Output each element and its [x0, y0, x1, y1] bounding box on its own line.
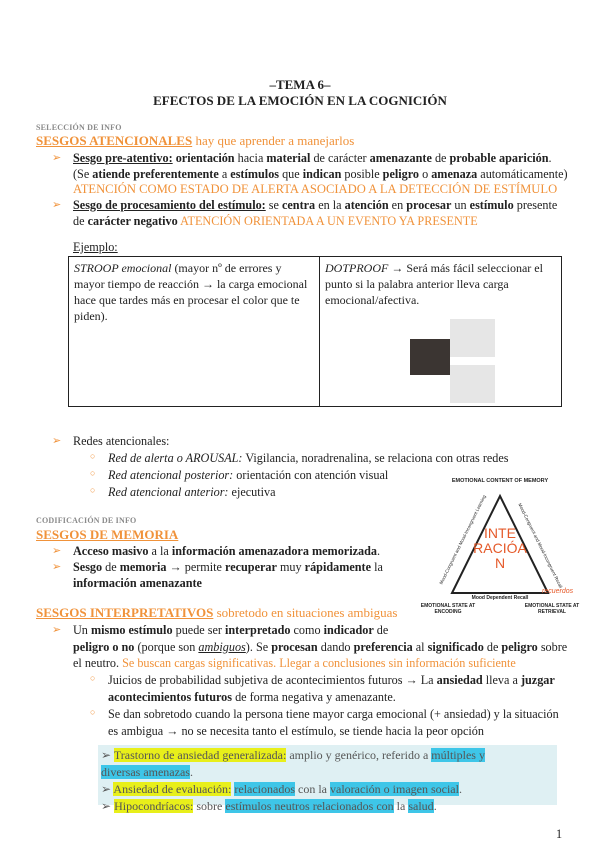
text-run: al: [412, 640, 428, 654]
text-run: Red atencional anterior:: [108, 485, 229, 499]
example-cell-stroop: [69, 257, 320, 407]
arrow-bullet-icon: ➢: [52, 561, 62, 573]
text-run: posible: [341, 167, 383, 181]
bullet-line: [73, 166, 568, 182]
text-run: peligro o no: [73, 640, 135, 654]
text-run: estímulos neutros relacionados con: [225, 799, 394, 813]
heading-note: hay que aprender a manejarlos: [192, 133, 355, 148]
text-run: centra: [281, 198, 316, 212]
text-run: salud: [408, 799, 434, 813]
circle-bullet-icon: ○: [90, 485, 96, 495]
bullet-line: [73, 213, 478, 229]
text-run: como: [290, 623, 324, 637]
text-run: significado: [427, 640, 484, 654]
text-run: (Se: [73, 167, 93, 181]
text-run: (mayor nº de errores y mayor tiempo de reacción → la carga emocional hace que tardes más en procesar el color que te piden).: [74, 261, 308, 323]
text-run: procesan: [271, 640, 318, 654]
example-cell-dotproof: [320, 257, 562, 407]
text-run: procesar: [406, 198, 452, 212]
circle-bullet-icon: ○: [90, 451, 96, 461]
diagram-bottom-label: Mood Dependent Recall: [471, 595, 529, 601]
text-run: Sesgo: [73, 560, 103, 574]
handwritten-note: recuerdos: [542, 588, 574, 595]
heading-text: SESGOS INTERPRETATIVOS: [36, 605, 214, 620]
text-run: ATENCIÓN ORIENTADA A UN EVENTO YA PRESENTE: [180, 214, 478, 228]
diagram-right-label: Mood-Congruent and Mood-Incongruent Recall: [517, 502, 564, 589]
heading-text: SESGOS DE MEMORIA: [36, 527, 179, 542]
text-run: de: [102, 560, 120, 574]
arrow-bullet-icon: ➢: [52, 624, 62, 636]
dotproof-figure: [410, 319, 555, 403]
heading-text: SESGOS ATENCIONALES: [36, 133, 193, 148]
text-run: interpretado: [225, 623, 291, 637]
text-run: .: [376, 544, 381, 558]
text-run: Sesgo pre-atentivo:: [73, 151, 173, 165]
text-run: un: [451, 198, 470, 212]
text-run: Ansiedad de evaluación:: [113, 782, 232, 796]
text-run: múltiples y: [431, 748, 485, 762]
text-run: peligro: [501, 640, 538, 654]
bullet-line: [73, 655, 516, 671]
text-run: mismo estímulo: [90, 623, 173, 637]
text-run: rápidamente: [304, 560, 372, 574]
text-run: recuperar: [225, 560, 277, 574]
text-run: Juicios de probabilidad subjetiva de acontecimientos futuros → La: [108, 673, 437, 687]
text-run: ➢: [101, 799, 115, 813]
text-run: Red de alerta o AROUSAL:: [108, 451, 243, 465]
text-run: atención: [344, 198, 389, 212]
text-run: Se dan sobretodo cuando la persona tiene mayor carga emocional (+ ansiedad) y la situación: [108, 707, 559, 721]
highlighted-excerpt: [98, 745, 557, 813]
text-run: la: [371, 560, 383, 574]
text-run: o: [419, 167, 432, 181]
text-run: STROOP emocional: [74, 261, 172, 275]
arrow-bullet-icon: ➢: [52, 152, 62, 164]
circle-bullet-icon: ○: [90, 707, 96, 717]
text-run: información amenazante: [73, 576, 202, 590]
section-heading: [36, 605, 397, 621]
text-run: estímulos: [230, 167, 280, 181]
text-run: Vigilancia, noradrenalina, se relaciona con otras redes: [242, 451, 509, 465]
handwriting-line: INTE: [484, 525, 516, 541]
text-run: juzgar: [520, 673, 555, 687]
text-run: indicador: [323, 623, 374, 637]
example-label: Ejemplo:: [73, 240, 118, 254]
bullet-line: [73, 575, 202, 591]
text-run: ATENCIÓN COMO ESTADO DE ALERTA ASOCIADO A LA DETECCIÓN DE ESTÍMULO: [73, 182, 558, 196]
text-run: que: [279, 167, 303, 181]
handwriting-line: N: [494, 555, 506, 571]
text-run: hacia: [234, 151, 267, 165]
text-run: en: [388, 198, 407, 212]
text-run: ambiguos: [198, 640, 246, 654]
text-run: se: [265, 198, 282, 212]
network-item: [108, 450, 509, 466]
section-heading: [36, 133, 354, 149]
text-run: orientación con atención visual: [233, 468, 389, 482]
text-run: preferencia: [353, 640, 413, 654]
arrow-bullet-icon: ➢: [52, 545, 62, 557]
text-run: Acceso masivo: [73, 544, 149, 558]
text-run: amplio y genérico, referido a: [286, 748, 432, 762]
handwritten-interaccion: [472, 526, 528, 571]
bullet-line: [73, 150, 552, 166]
text-run: Se buscan cargas significativas. Llegar a conclusiones sin información suficiente: [122, 656, 516, 670]
text-run: orientación: [175, 151, 235, 165]
text-run: ejecutiva: [228, 485, 276, 499]
circle-bullet-icon: ○: [90, 673, 96, 683]
example-table: [68, 256, 562, 407]
text-run: de forma negativa y amenazante.: [232, 690, 396, 704]
text-run: probable aparición: [449, 151, 549, 165]
text-run: .: [189, 765, 193, 779]
text-run: de: [431, 151, 450, 165]
text-run: diversas amenazas: [101, 765, 190, 779]
network-item: [108, 467, 388, 483]
text-run: DOTPROOF: [325, 261, 389, 275]
text-run: de: [373, 623, 389, 637]
text-run: .: [458, 782, 462, 796]
text-run: información amenazadora memorizada: [171, 544, 377, 558]
handwriting-line: RACIÓA: [473, 540, 527, 556]
section-heading: [36, 527, 178, 543]
network-item: [108, 484, 276, 500]
bullet-line: [73, 622, 388, 638]
heading-note: sobretodo en situaciones ambiguas: [213, 605, 398, 620]
text-run: muy: [276, 560, 305, 574]
text-run: indican: [302, 167, 342, 181]
text-run: atiende preferentemente: [92, 167, 219, 181]
diagram-bottom-left-label: EMOTIONAL STATE AT ENCODING: [420, 603, 476, 615]
arrow-bullet-icon: ➢: [52, 435, 62, 447]
text-run: carácter negativo: [87, 214, 178, 228]
circle-bullet-icon: ○: [90, 468, 96, 478]
text-run: presente: [513, 198, 558, 212]
text-run: ). Se: [245, 640, 272, 654]
text-run: automáticamente): [477, 167, 568, 181]
page-number: 1: [556, 827, 563, 841]
excerpt-line: [101, 781, 554, 798]
text-run: con la: [295, 782, 331, 796]
text-run: memoria: [119, 560, 167, 574]
text-run: Un: [73, 623, 91, 637]
text-run: material: [266, 151, 311, 165]
text-run: acontecimientos futuros: [108, 690, 233, 704]
text-run: .: [548, 151, 552, 165]
text-run: ➢: [101, 782, 114, 796]
text-run: de: [483, 640, 502, 654]
text-run: peligro: [382, 167, 420, 181]
excerpt-line: [101, 747, 554, 764]
sub-bullet-line: [108, 706, 559, 722]
text-run: lleva a: [482, 673, 521, 687]
text-run: Sesgo de procesamiento del estímulo:: [73, 198, 266, 212]
text-run: relacionados: [234, 782, 296, 796]
text-run: ansiedad: [436, 673, 483, 687]
bullet-line: [73, 543, 380, 559]
text-run: la: [393, 799, 409, 813]
dotproof-text: [325, 260, 556, 308]
text-run: puede ser: [172, 623, 225, 637]
diagram-left-label: Mood-Congruent and Mood-Incongruent Learning: [438, 494, 487, 586]
networks-label: Redes atencionales:: [73, 434, 170, 448]
arrow-bullet-icon: ➢: [52, 199, 62, 211]
text-run: valoración o imagen social: [330, 782, 459, 796]
text-run: en la: [315, 198, 345, 212]
text-run: dando: [317, 640, 354, 654]
sub-bullet-line: [108, 672, 555, 688]
text-run: es ambigua → no se necesita tanto el estímulo, se tiende hacia la peor opción: [108, 724, 484, 738]
text-run: de: [73, 214, 88, 228]
section-label: SELECCIÓN DE INFO: [36, 123, 122, 132]
doc-title-line2: EFECTOS DE LA EMOCIÓN EN LA COGNICIÓN: [153, 93, 447, 108]
text-run: amenazante: [369, 151, 432, 165]
doc-title-line1: –TEMA 6–: [269, 77, 331, 92]
text-run: (porque son: [134, 640, 199, 654]
text-run: Red atencional posterior:: [108, 468, 234, 482]
text-run: Hipocondríacos:: [114, 799, 194, 813]
text-run: ➢: [101, 748, 114, 762]
emotion-memory-diagram: [420, 476, 580, 614]
text-run: de carácter: [310, 151, 370, 165]
text-run: → Será más fácil seleccionar el punto si la palabra anterior lleva carga emocional/afectiva.: [325, 261, 543, 307]
sub-bullet-line: [108, 723, 484, 739]
text-run: → permite: [166, 560, 225, 574]
diagram-bottom-right-label: EMOTIONAL STATE AT RETRIEVAL: [524, 603, 580, 615]
sub-bullet-line: [108, 689, 396, 705]
text-run: sobre: [193, 799, 226, 813]
text-run: .: [433, 799, 437, 813]
excerpt-line: [101, 798, 554, 815]
text-run: el neutro.: [73, 656, 123, 670]
bullet-line: [73, 559, 383, 575]
excerpt-line: [101, 764, 554, 781]
text-run: Trastorno de ansiedad generalizada:: [113, 748, 287, 762]
bullet-line: [73, 181, 557, 197]
text-run: sobre: [537, 640, 568, 654]
section-label: CODIFICACIÓN DE INFO: [36, 516, 137, 525]
text-run: a la: [148, 544, 172, 558]
diagram-top-label: EMOTIONAL CONTENT OF MEMORY: [451, 478, 549, 484]
text-run: a: [218, 167, 231, 181]
text-run: estímulo: [469, 198, 514, 212]
text-run: amenaza: [431, 167, 478, 181]
bullet-line: [73, 639, 567, 655]
bullet-line: [73, 197, 557, 213]
